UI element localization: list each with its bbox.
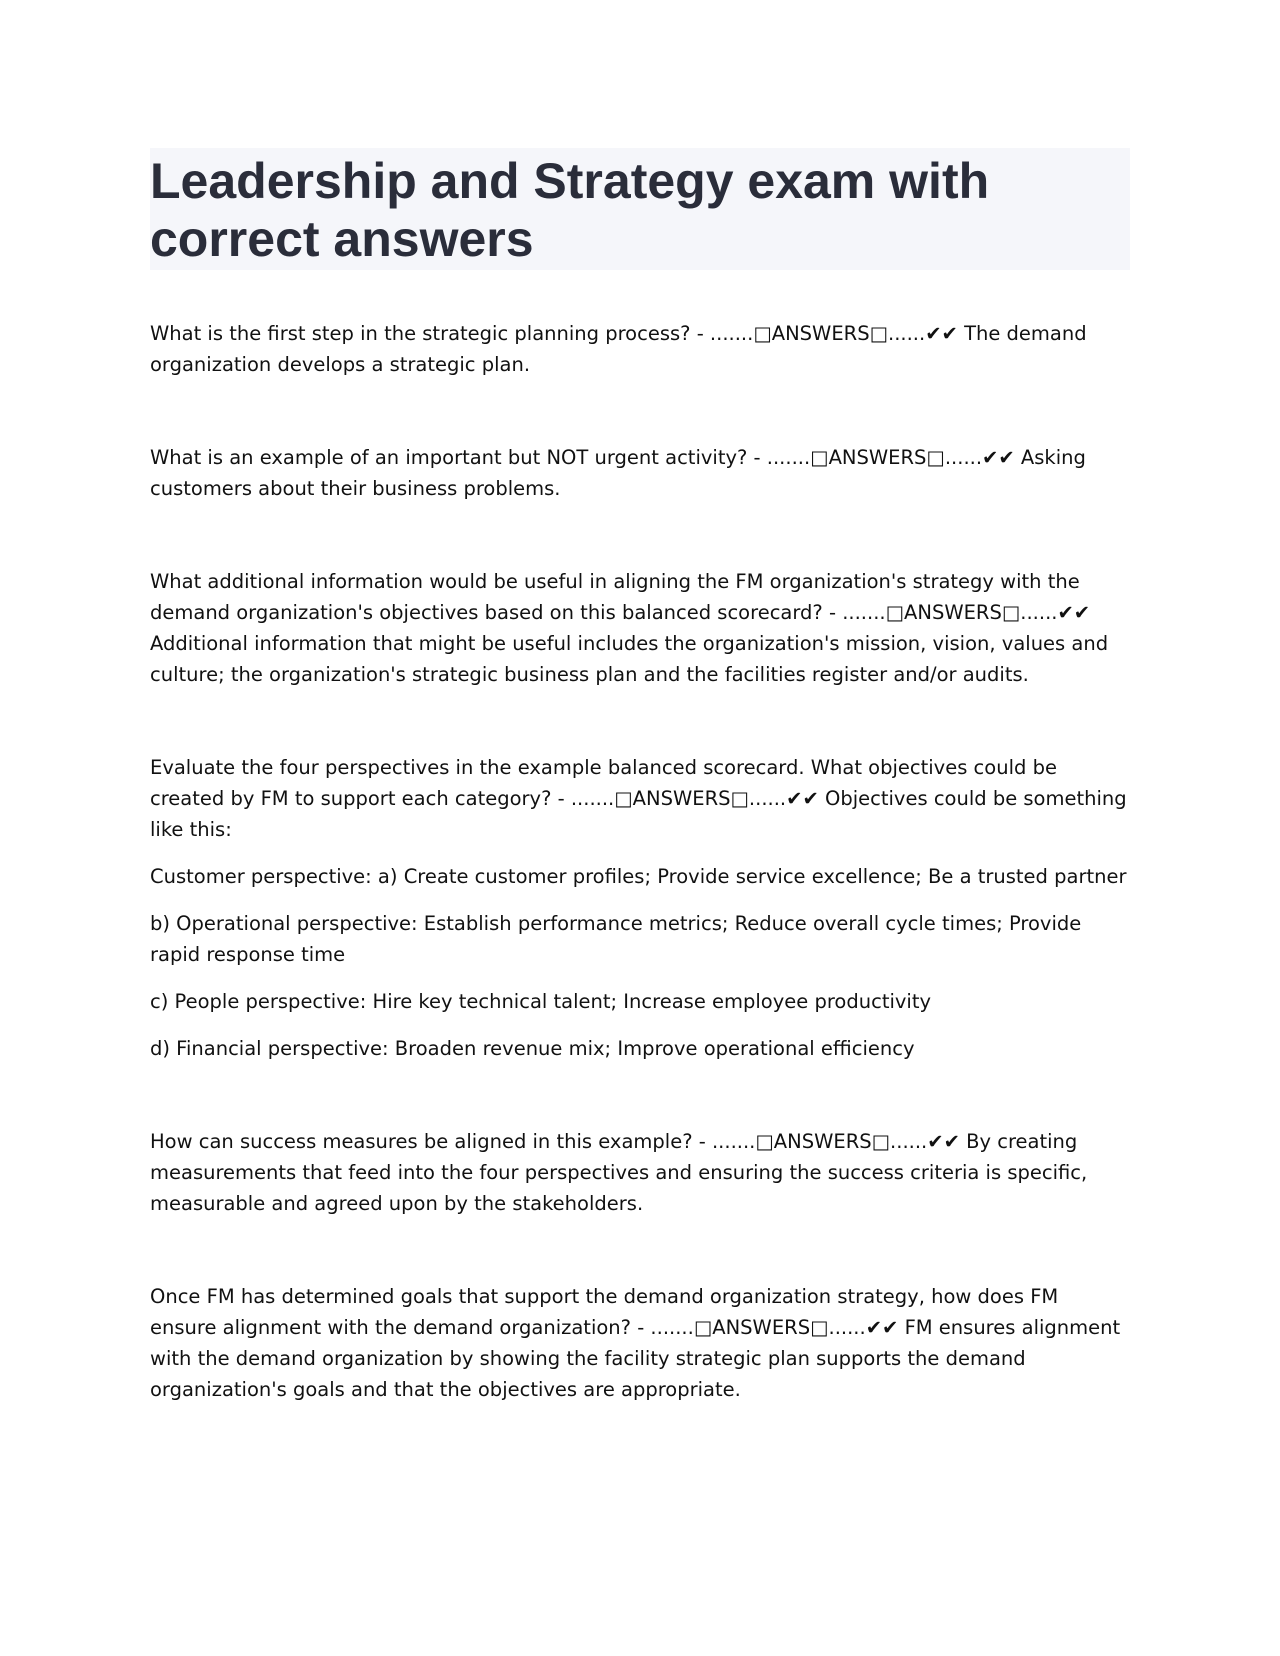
qa-text: What is the first step in the strategic planning process? - .......□ANSWERS□......✔✔ The demand organization develops a strategic plan. [150,322,1087,376]
qa-text: What additional information would be useful in aligning the FM organization's strategy with the demand organization's objectives based on this balanced scorecard? - .......□ANSWERS□......✔✔ Additional information that might be useful includes the organization's mission, vision, values and culture; the organization's strategic business plan and the facilities register and/or audits. [150,570,1109,686]
qa-sub-paragraph: c) People perspective: Hire key technical talent; Increase employee productivity [150,990,932,1013]
qa-sub-paragraph: d) Financial perspective: Broaden revenue mix; Improve operational efficiency [150,1037,915,1060]
qa-item [150,442,1130,504]
qa-item [150,1281,1130,1405]
qa-sub-paragraph: Customer perspective: a) Create customer profiles; Provide service excellence; Be a trusted partner [150,865,1127,888]
qa-sub-paragraph: b) Operational perspective: Establish performance metrics; Reduce overall cycle times; Provide rapid response time [150,912,1082,966]
document-title: Leadership and Strategy exam with correct answers [150,153,990,267]
qa-text: Once FM has determined goals that support the demand organization strategy, how does FM ensure alignment with the demand organization? - .......□ANSWERS□......✔✔ FM ensures alignment with the demand organization by showing the facility strategic plan supports the demand organization's goals and that the objectives are appropriate. [150,1285,1121,1401]
title-block [150,148,1130,270]
qa-text: Evaluate the four perspectives in the example balanced scorecard. What objectives could be created by FM to support each category? - .......□ANSWERS□......✔✔ Objectives could be something like this: [150,756,1127,841]
qa-item [150,318,1130,380]
qa-item [150,1126,1130,1219]
qa-list [150,318,1130,1405]
qa-item [150,752,1130,1064]
qa-text: What is an example of an important but NOT urgent activity? - .......□ANSWERS□......✔✔ Asking customers about their business problems. [150,446,1086,500]
qa-text: How can success measures be aligned in this example? - .......□ANSWERS□......✔✔ By creating measurements that feed into the four perspectives and ensuring the success criteria is specific, measurable and agreed upon by the stakeholders. [150,1130,1088,1215]
qa-item [150,566,1130,690]
document-page [150,148,1130,1467]
